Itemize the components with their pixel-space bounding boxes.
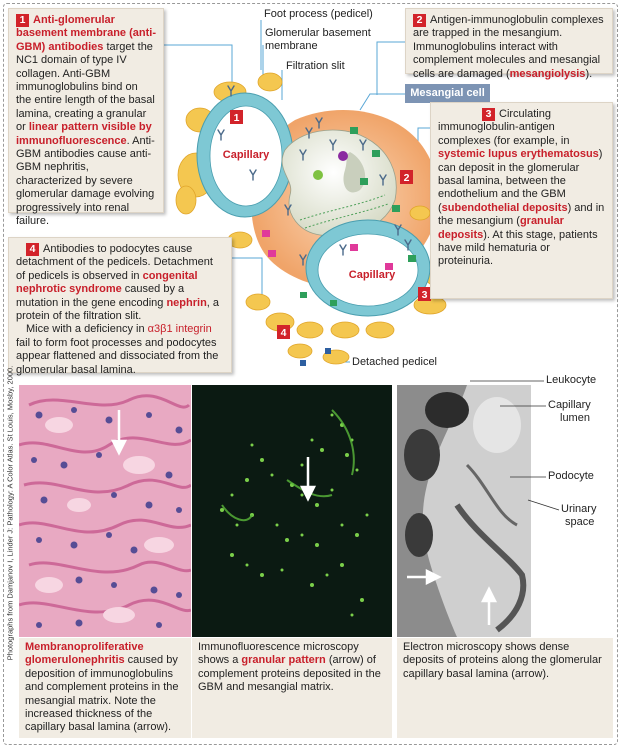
label-gbm-text: Glomerular basement membrane	[265, 27, 371, 52]
marker-3: 3	[421, 289, 428, 301]
em-label-leukocyte: Leukocyte	[546, 374, 597, 386]
caption-1-highlight: Membranoproliferative glomerulonephritis	[25, 641, 144, 667]
caption-2-highlight: granular pattern	[241, 654, 326, 667]
marker-4: 4	[280, 327, 287, 339]
callout-2-text-b: ).	[585, 67, 593, 80]
callout-1-highlight: linear pattern visible by immunofluorescence	[16, 121, 152, 147]
caption-1-text: caused by deposition of immunoglobulins and complement proteins in the mesangial matrix. Note the increased thickness of the capillary basal lamina (arrow).	[25, 654, 179, 734]
callout-2-number: 2	[413, 14, 426, 27]
photo-credit-text: Photographs from Damjanov I, Linder J: Pathology: A Color Atlas. St Louis, Mosby, 2000.	[5, 365, 15, 660]
em-label-space: space	[565, 516, 595, 528]
callout-4-hl1: congenital nephrotic syndrome	[16, 269, 198, 296]
caption-2-text-a: Immunofluorescence microscopy shows a	[198, 641, 359, 667]
callout-3-hl2: subendothelial deposits	[441, 201, 568, 214]
marker-1: 1	[233, 112, 240, 124]
callout-3-hl1: systemic lupus erythematosus	[438, 148, 599, 161]
em-label-urinary: Urinary	[561, 503, 597, 515]
callout-1-text-b: . Anti-GBM antibodies cause anti-GBM nephritis, characterized by severe glomerular damage evolving progressively into renal failure.	[16, 134, 155, 228]
callout-2-text-a: Antigen-immunoglobulin complexes are trapped in the mesangium. Immunoglobulins interact with complement molecules and mesangial cells are damaged (	[413, 14, 604, 80]
callout-3-number: 3	[482, 108, 495, 121]
callout-4-text-b: caused by a mutation in the gene encoding	[16, 283, 185, 309]
callout-3-text-b: ) can deposit in the glomerular basal lamina, between the endothelium and the GBM (	[438, 148, 603, 214]
callout-3-text-c: ) and in the mesangium (	[438, 201, 605, 228]
label-filtration-slit: Filtration slit	[286, 60, 345, 72]
capillary-2-label: Capillary	[348, 269, 396, 281]
callout-3-text-a: Circulating immunoglobulin-antigen complexes (for example, in	[438, 108, 570, 147]
callout-1-title: Anti-glomerular basement membrane (anti-GBM) antibodies	[16, 14, 156, 53]
callout-4-hl2: nephrin	[166, 296, 207, 309]
callout-2-highlight: mesangiolysis	[509, 67, 586, 80]
callout-4-text-a: Antibodies to podocytes cause detachment of the pedicels. Detachment of pedicels is observed in	[16, 243, 213, 282]
callout-4-number: 4	[26, 243, 39, 256]
callout-4-text-c: , a protein of the filtration slit.	[16, 296, 220, 323]
em-label-capillary: Capillary	[548, 399, 591, 411]
label-foot-process: Foot process (pedicel)	[264, 8, 373, 20]
callout-3-text-d: ). At this stage, patients have mild hematuria or proteinuria.	[438, 228, 598, 268]
callout-3-hl3: granular deposits	[438, 215, 564, 241]
caption-histology	[19, 638, 191, 738]
marker-2: 2	[403, 172, 410, 184]
callout-4-text-d: Mice with a deficiency in	[26, 323, 148, 336]
mesangial-cell-label: Mesangial cell	[405, 84, 490, 103]
callout-4-hl3: α3β1 integrin	[147, 323, 212, 336]
callout-1-text-a: target the NC1 domain of type IV collagen. Anti-GBM immunoglobulins bind on the entire length of the basal lamina, creating a granular or	[16, 40, 155, 134]
callout-1-number: 1	[16, 14, 29, 27]
label-detached-pedicel: Detached pedicel	[352, 356, 438, 368]
caption-electron-microscopy	[397, 638, 613, 738]
callout-4-text-e: fail to form foot processes and podocytes appear flattened and dissociated from the glomerular basal lamina.	[16, 336, 219, 376]
em-label-podocyte: Podocyte	[548, 470, 594, 482]
em-label-lumen: lumen	[560, 412, 590, 424]
caption-2-text-b: (arrow) of complement proteins deposited in the GBM and mesangial matrix.	[198, 654, 381, 694]
capillary-1-label: Capillary	[222, 149, 270, 161]
caption-3-text: Electron microscopy shows dense deposits of proteins along the glomerular capillary basal lamina (arrow).	[403, 641, 602, 680]
caption-immunofluorescence	[192, 638, 392, 738]
